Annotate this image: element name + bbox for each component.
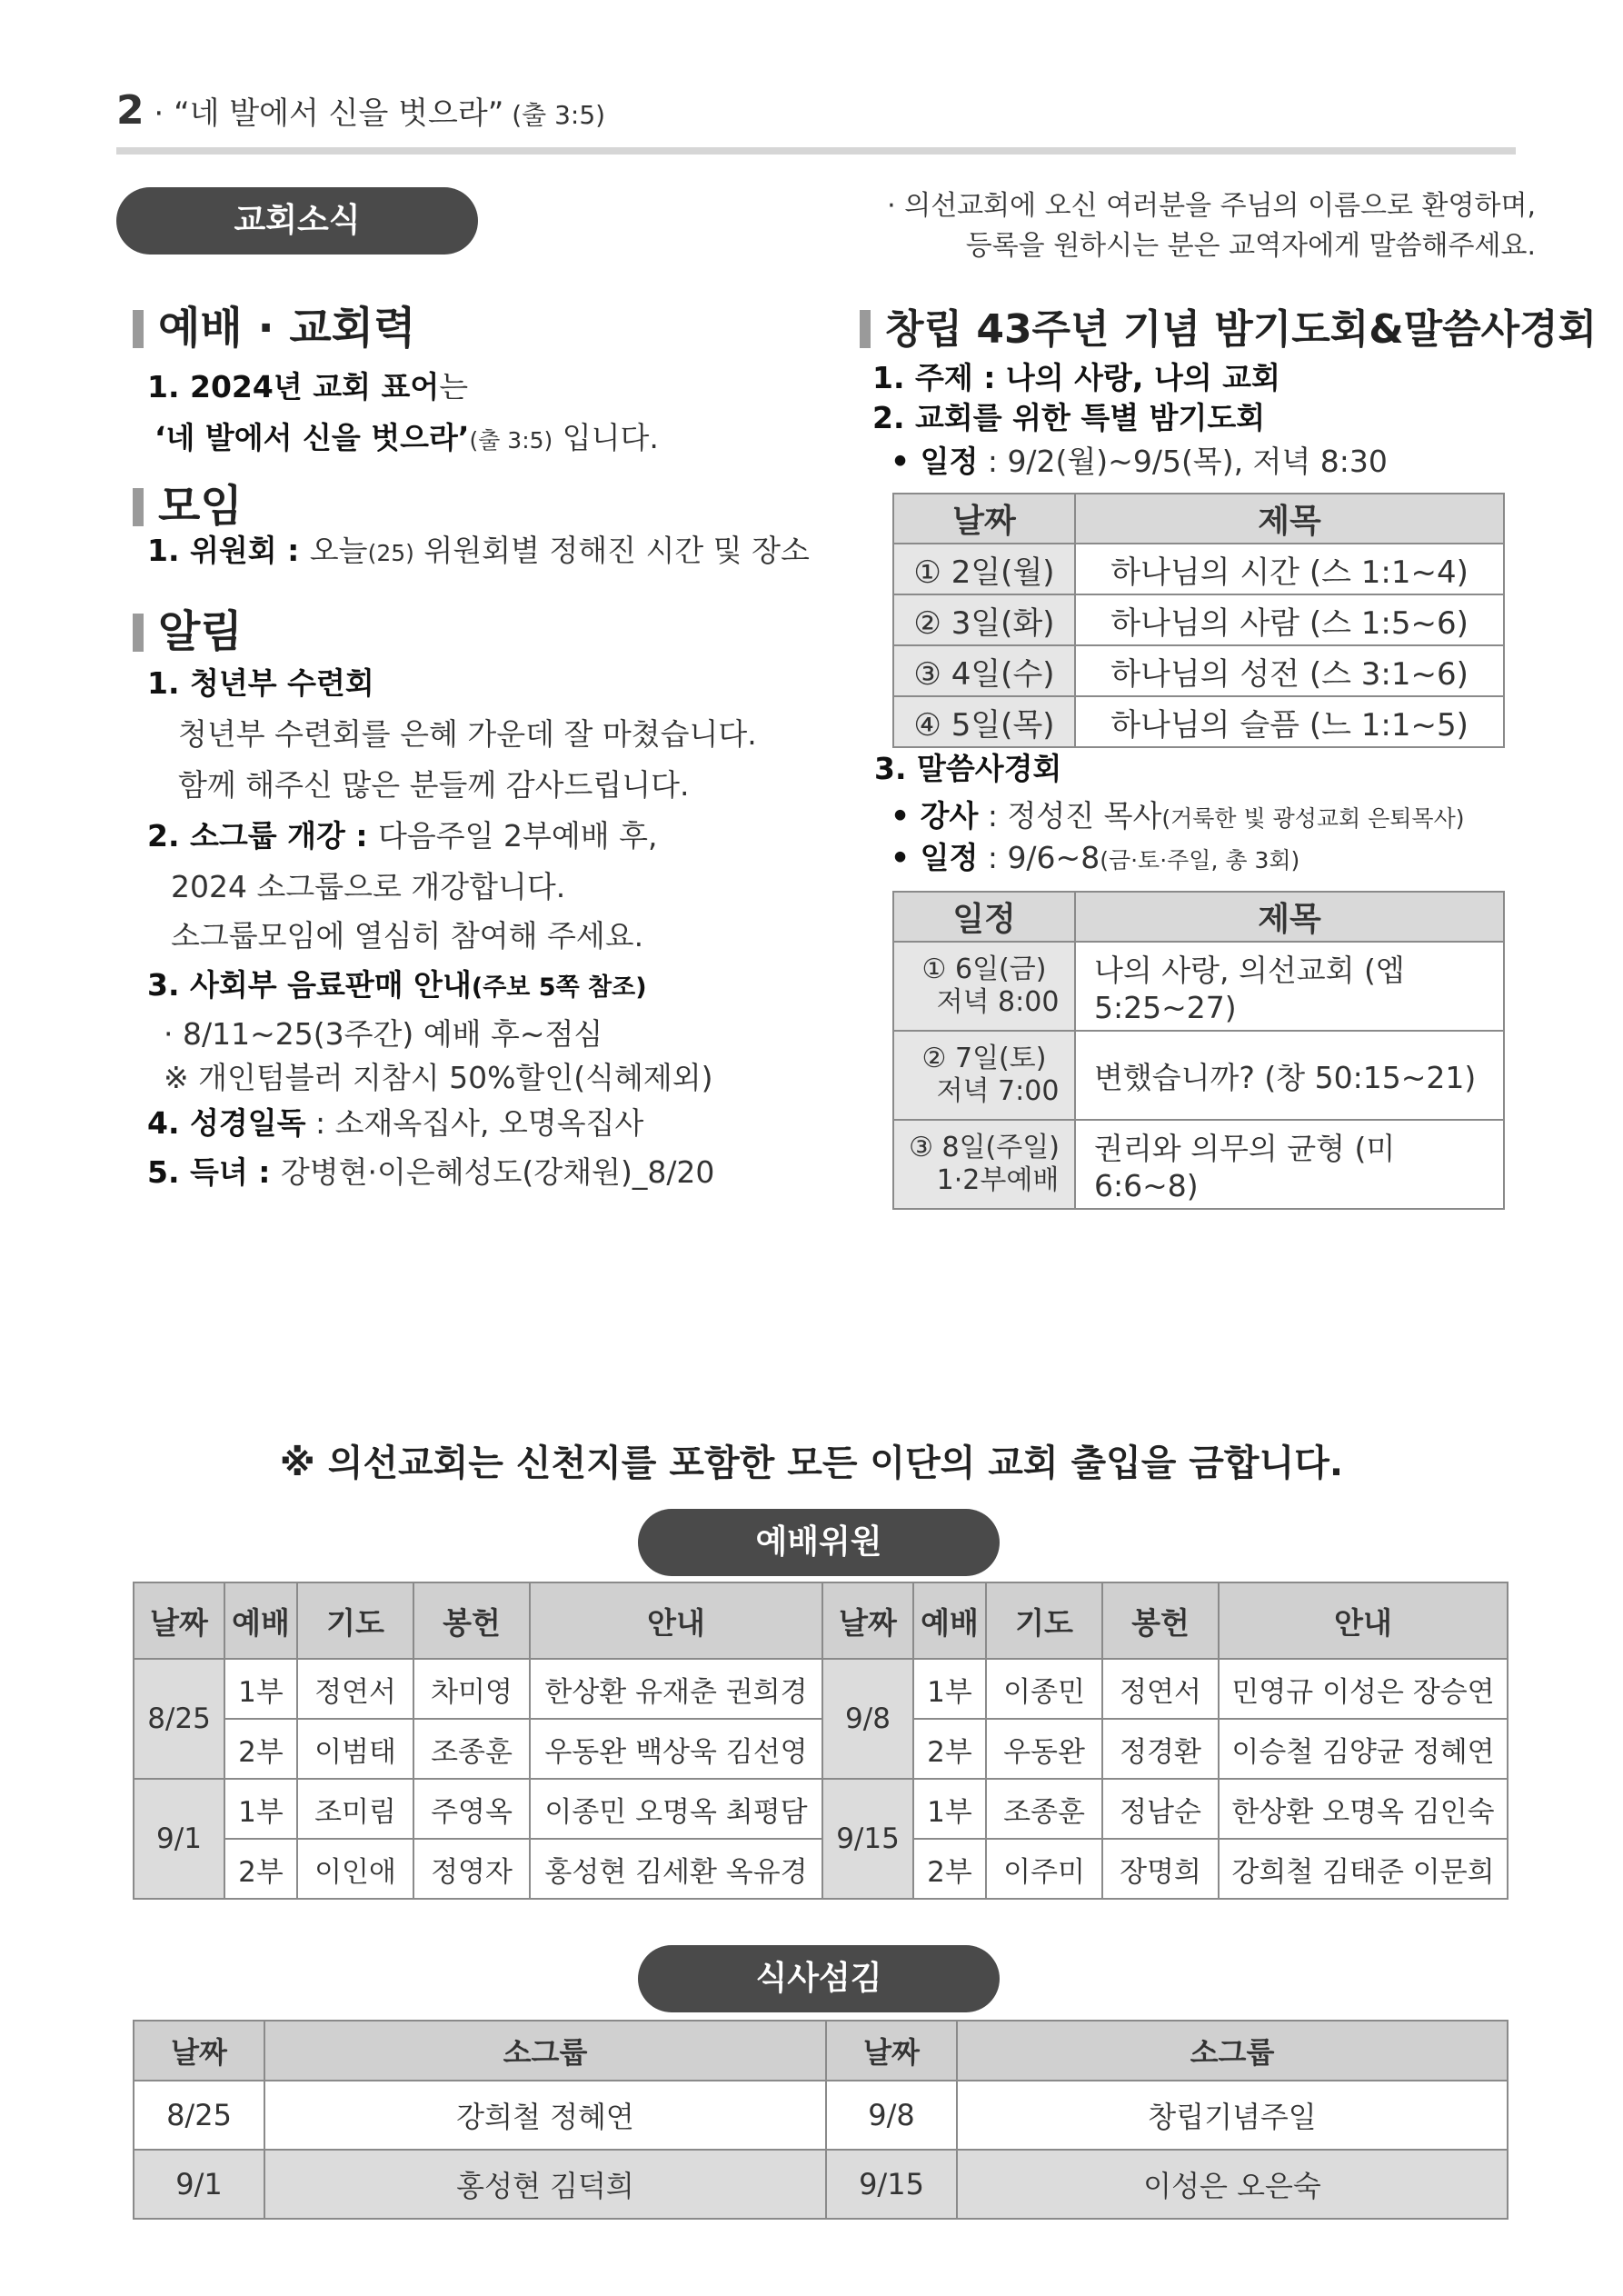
meal-date: 8/25	[134, 2081, 264, 2150]
notice-item-3-lead: 3. 사회부 음료판매 안내	[147, 967, 472, 1003]
page-number: 2	[116, 87, 144, 134]
prayer-schedule-table	[892, 493, 1505, 748]
rally-date	[893, 1120, 1075, 1209]
header-separator: ·	[144, 95, 174, 132]
prayer-cell: 이종민	[986, 1659, 1102, 1719]
prayer-topic: 하나님의 시간 (스 1:1~4)	[1075, 544, 1504, 594]
notice-item-2-line-2: 2024 소그룹으로 개강합니다.	[171, 869, 566, 904]
rally-date	[893, 942, 1075, 1031]
usher-cell: 이종민 오명옥 최평담	[530, 1779, 822, 1839]
committee-line	[147, 527, 810, 577]
prayer-cell: 우동완	[986, 1719, 1102, 1779]
column-header: 예배	[913, 1582, 986, 1659]
offering-cell: 주영옥	[413, 1779, 530, 1839]
table-row	[893, 1120, 1504, 1209]
table-row	[893, 1031, 1504, 1120]
prayer-cell: 조종훈	[986, 1779, 1102, 1839]
anniversary-theme: 1. 주제 : 나의 사랑, 나의 교회	[872, 360, 1280, 395]
section-bar	[860, 310, 871, 348]
heresy-notice: ※ 의선교회는 신천지를 포함한 모든 이단의 교회 출입을 금합니다.	[279, 1442, 1344, 1484]
offering-cell: 정연서	[1102, 1659, 1219, 1719]
motto-text: ‘네 발에서 신을 벗으라’	[154, 420, 470, 455]
rally-schedule-rest: : 9/6~8	[978, 840, 1100, 875]
date-cell: 9/1	[134, 1779, 224, 1899]
prayer-topic: 하나님의 성전 (스 3:1~6)	[1075, 645, 1504, 696]
column-header: 안내	[530, 1582, 822, 1659]
prayer-date: ③ 4일(수)	[893, 645, 1075, 696]
rally-topic: 권리와 의무의 균형 (미 6:6~8)	[1075, 1120, 1504, 1209]
section-bar	[133, 310, 144, 348]
notice-item-5	[147, 1149, 714, 1196]
notice-item-4-lead: 4. 성경일독	[147, 1105, 306, 1141]
notice-item-3	[147, 962, 647, 1012]
notice-item-2-line-3: 소그룹모임에 열심히 참여해 주세요.	[171, 918, 644, 953]
church-motto-line-1	[147, 364, 468, 411]
worship-calendar-title-text: 예배 · 교회력	[158, 303, 416, 354]
notice-item-5-rest: 강병현·이은혜성도(강채원)_8/20	[280, 1154, 715, 1190]
date-cell: 8/25	[134, 1659, 224, 1779]
prayer-cell: 이인애	[297, 1839, 413, 1899]
offering-cell: 차미영	[413, 1659, 530, 1719]
table-row	[134, 1779, 1508, 1839]
prayer-date: ② 3일(화)	[893, 594, 1075, 645]
worship-committee-label: 예배위원	[638, 1509, 1000, 1576]
prayer-cell: 정연서	[297, 1659, 413, 1719]
notice-item-3-line-3: ※ 개인텀블러 지참시 50%할인(식혜제외)	[164, 1060, 713, 1095]
header-reference: (출 3:5)	[503, 100, 606, 130]
column-header: 날짜	[134, 2021, 264, 2081]
usher-cell: 한상환 유재춘 권희경	[530, 1659, 822, 1719]
meal-date: 9/8	[826, 2081, 957, 2150]
meal-date: 9/1	[134, 2150, 264, 2219]
motto-lead: 1. 2024년 교회 표어	[147, 369, 440, 404]
section-bar	[133, 488, 144, 526]
anniversary-prayer-schedule	[891, 438, 1388, 485]
committee-rest: 오늘	[309, 533, 368, 568]
column-header: 안내	[1219, 1582, 1508, 1659]
usher-cell: 한상환 오명옥 김인숙	[1219, 1779, 1508, 1839]
prayer-schedule-rest: : 9/2(월)~9/5(목), 저녁 8:30	[978, 444, 1388, 479]
welcome-message	[845, 186, 1536, 266]
meal-group: 이성은 오은숙	[957, 2150, 1508, 2219]
section-bar	[133, 614, 144, 652]
offering-cell: 조종훈	[413, 1719, 530, 1779]
meal-group: 강희철 정혜연	[264, 2081, 826, 2150]
notice-item-1-title	[147, 660, 374, 707]
column-header: 일정	[893, 892, 1075, 942]
header-title: “네 발에서 신을 벗으라”	[174, 95, 504, 132]
meeting-title	[133, 471, 243, 534]
table-row	[134, 1839, 1508, 1899]
prayer-topic: 하나님의 사람 (스 1:5~6)	[1075, 594, 1504, 645]
meal-group: 창립기념주일	[957, 2081, 1508, 2150]
column-header: 날짜	[134, 1582, 224, 1659]
usher-cell: 강희철 김태준 이문희	[1219, 1839, 1508, 1899]
notice-item-1-line-2: 함께 해주신 많은 분들께 감사드립니다.	[178, 767, 690, 803]
table-row	[893, 645, 1504, 696]
bible-rally-title: 3. 말씀사경회	[874, 751, 1062, 786]
notice-item-5-lead: 5. 득녀 :	[147, 1154, 281, 1190]
prayer-topic: 하나님의 슬픔 (느 1:1~5)	[1075, 696, 1504, 747]
anniversary-prayer-title: 2. 교회를 위한 특별 밤기도회	[872, 400, 1266, 435]
offering-cell: 정경환	[1102, 1719, 1219, 1779]
news-section-label: 교회소식	[116, 187, 478, 255]
anniversary-title-text: 창립 43주년 기념 밤기도회&말씀사경회	[885, 306, 1598, 353]
committee-lead: 1. 위원회 :	[147, 533, 310, 568]
speaker-rest: : 정성진 목사	[978, 798, 1162, 834]
table-row	[134, 1659, 1508, 1719]
rally-time: 저녁 7:00	[936, 1075, 1060, 1107]
column-header: 날짜	[826, 2021, 957, 2081]
prayer-date: ④ 5일(목)	[893, 696, 1075, 747]
rally-schedule-lead: • 일정	[891, 840, 979, 875]
worship-committee-table	[133, 1582, 1508, 1900]
column-header: 소그룹	[264, 2021, 826, 2081]
prayer-cell: 이주미	[986, 1839, 1102, 1899]
prayer-cell: 조미림	[297, 1779, 413, 1839]
notice-item-2	[147, 813, 658, 860]
service-cell: 2부	[913, 1839, 986, 1899]
meal-group: 홍성현 김덕희	[264, 2150, 826, 2219]
service-cell: 2부	[224, 1839, 297, 1899]
motto-end: 입니다.	[553, 420, 659, 455]
service-cell: 1부	[913, 1659, 986, 1719]
church-motto-line-2	[154, 414, 659, 464]
column-header: 예배	[224, 1582, 297, 1659]
table-header-row	[893, 892, 1504, 942]
service-cell: 2부	[913, 1719, 986, 1779]
notice-item-4	[147, 1100, 643, 1147]
table-header-row	[134, 2021, 1508, 2081]
column-header: 기도	[297, 1582, 413, 1659]
worship-calendar-title	[133, 293, 416, 355]
column-header: 소그룹	[957, 2021, 1508, 2081]
motto-ref: (출 3:5)	[469, 427, 553, 454]
meal-date: 9/15	[826, 2150, 957, 2219]
rally-day: ② 7일(토)	[921, 1043, 1047, 1074]
rally-topic: 변했습니까? (창 50:15~21)	[1075, 1031, 1504, 1120]
rally-time: 1·2부예배	[936, 1164, 1060, 1196]
rally-day: ③ 8일(주일)	[909, 1132, 1060, 1163]
column-header: 제목	[1075, 494, 1504, 544]
welcome-line-2: 등록을 원하시는 분은 교역자에게 말씀해주세요.	[965, 230, 1536, 262]
table-header-row	[893, 494, 1504, 544]
bible-rally-table	[892, 891, 1505, 1210]
column-header: 날짜	[893, 494, 1075, 544]
rally-day: ① 6일(금)	[921, 953, 1047, 985]
usher-cell: 우동완 백상욱 김선영	[530, 1719, 822, 1779]
notice-item-3-line-2: · 8/11~25(3주간) 예배 후~점심	[164, 1016, 603, 1052]
prayer-date: ① 2일(월)	[893, 544, 1075, 594]
notice-item-2-rest: 다음주일 2부예배 후,	[378, 818, 658, 854]
table-header-row	[134, 1582, 1508, 1659]
usher-cell: 이승철 김양균 정혜연	[1219, 1719, 1508, 1779]
column-header: 날짜	[822, 1582, 913, 1659]
service-cell: 1부	[913, 1779, 986, 1839]
date-cell: 9/15	[822, 1779, 913, 1899]
committee-end: 위원회별 정해진 시간 및 장소	[413, 533, 810, 568]
meeting-title-text: 모임	[158, 481, 243, 532]
column-header: 봉헌	[1102, 1582, 1219, 1659]
column-header: 제목	[1075, 892, 1504, 942]
table-row	[134, 1719, 1508, 1779]
prayer-schedule-lead: • 일정	[891, 444, 979, 479]
notice-item-4-rest: : 소재옥집사, 오명옥집사	[305, 1105, 644, 1141]
bible-rally-schedule	[891, 834, 1299, 884]
meal-service-label: 식사섬김	[638, 1945, 1000, 2012]
committee-small: (25)	[367, 540, 414, 566]
offering-cell: 장명희	[1102, 1839, 1219, 1899]
speaker-lead: • 강사	[891, 798, 979, 834]
column-header: 기도	[986, 1582, 1102, 1659]
table-row	[893, 696, 1504, 747]
usher-cell: 홍성현 김세환 옥유경	[530, 1839, 822, 1899]
rally-schedule-small: (금·토·주일, 총 3회)	[1100, 847, 1300, 873]
offering-cell: 정남순	[1102, 1779, 1219, 1839]
header-divider	[116, 147, 1516, 155]
welcome-line-1: · 의선교회에 오신 여러분을 주님의 이름으로 환영하며,	[887, 190, 1536, 222]
rally-time: 저녁 8:00	[936, 986, 1060, 1018]
table-row	[893, 544, 1504, 594]
notice-item-3-small: (주보 5쪽 참조)	[471, 973, 647, 1002]
date-cell: 9/8	[822, 1659, 913, 1779]
page-header	[116, 87, 605, 134]
table-row	[134, 2150, 1508, 2219]
table-row	[893, 942, 1504, 1031]
motto-rest: 는	[439, 369, 469, 404]
service-cell: 1부	[224, 1659, 297, 1719]
notice-title	[133, 596, 243, 659]
table-row	[893, 594, 1504, 645]
column-header: 봉헌	[413, 1582, 530, 1659]
rally-date	[893, 1031, 1075, 1120]
offering-cell: 정영자	[413, 1839, 530, 1899]
meal-service-table	[133, 2020, 1508, 2220]
table-row	[134, 2081, 1508, 2150]
speaker-small: (거룩한 빛 광성교회 은퇴목사)	[1161, 805, 1465, 832]
service-cell: 2부	[224, 1719, 297, 1779]
rally-topic: 나의 사랑, 의선교회 (엡 5:25~27)	[1075, 942, 1504, 1031]
notice-item-2-lead: 2. 소그룹 개강 :	[147, 818, 379, 854]
notice-item-1-title-text: 1. 청년부 수련회	[147, 665, 374, 701]
notice-item-1-line-1: 청년부 수련회를 은혜 가운데 잘 마쳤습니다.	[178, 716, 757, 752]
usher-cell: 민영규 이성은 장승연	[1219, 1659, 1508, 1719]
prayer-cell: 이범태	[297, 1719, 413, 1779]
notice-title-text: 알림	[158, 606, 243, 657]
service-cell: 1부	[224, 1779, 297, 1839]
anniversary-title	[860, 296, 1597, 354]
